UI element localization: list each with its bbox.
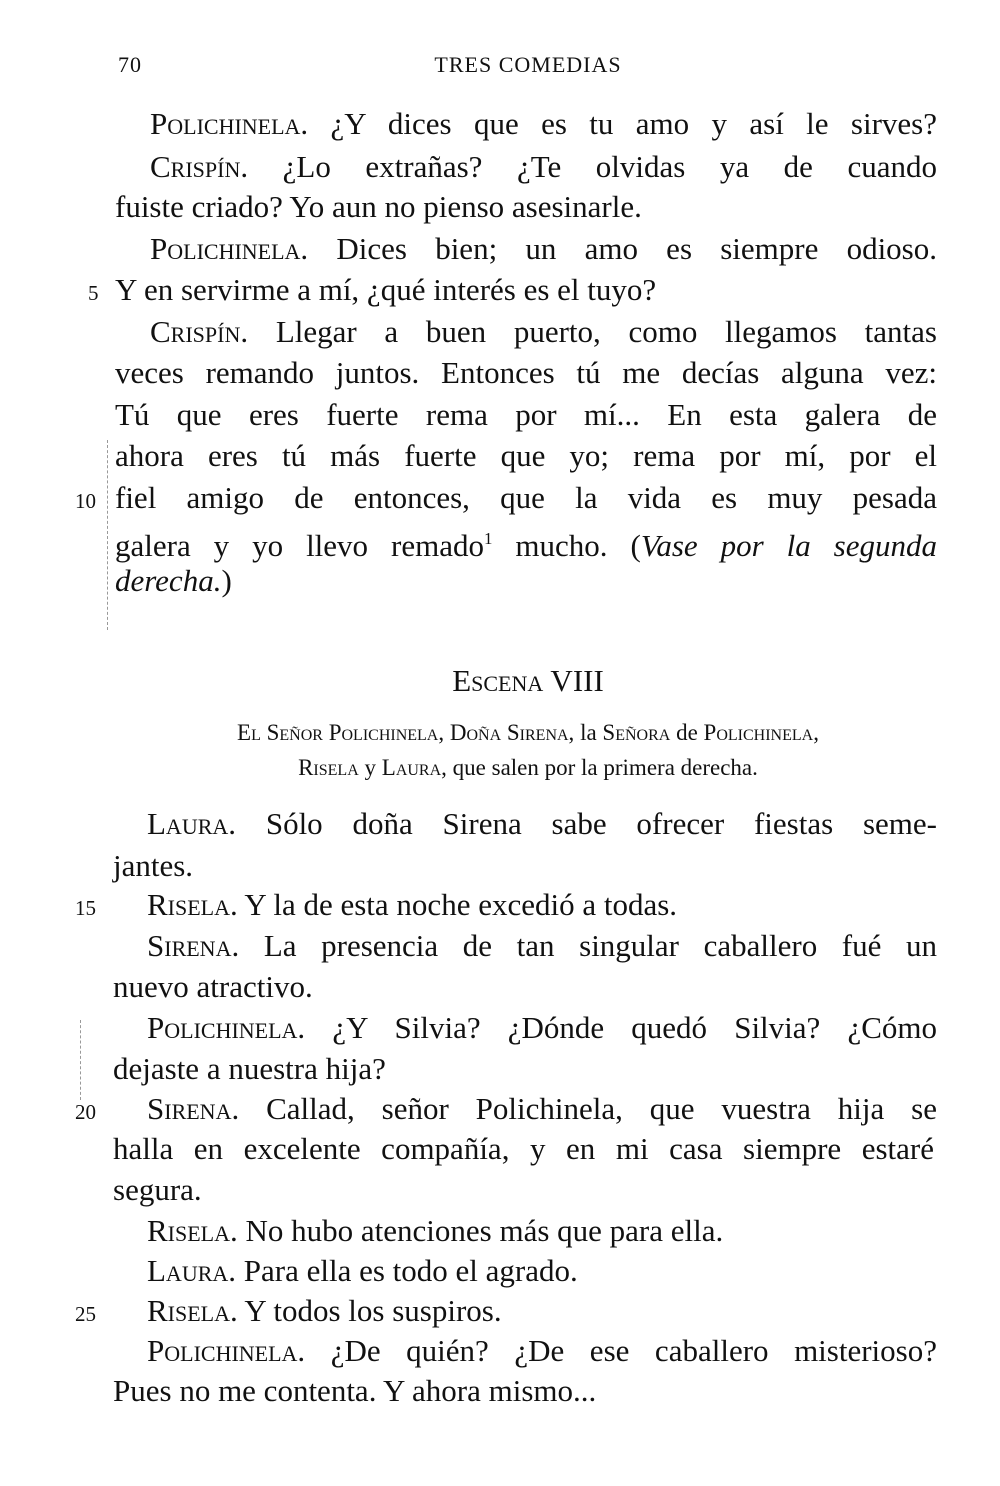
text-span: nuevo atractivo. [113, 969, 313, 1004]
text-span: segura. [113, 1172, 202, 1207]
text-span: veces remando juntos. Entonces tú me decías alguna vez: [115, 355, 937, 390]
speaker-name: Polichinela. [150, 231, 309, 266]
text-line [150, 149, 937, 185]
speaker-name: Polichinela. [147, 1333, 306, 1368]
speaker-name: El Señor Polichinela, Doña Sirena, [237, 720, 575, 745]
text-span: Dices bien; un amo es siempre odioso. [308, 231, 937, 266]
text-span: Llegar a buen puerto, como llegamos tantas [248, 314, 937, 349]
line-number: 15 [75, 896, 96, 920]
speaker-name: Risela [298, 755, 359, 780]
text-line [147, 1091, 937, 1127]
text-span: dejaste a nuestra hija? [113, 1051, 386, 1086]
speaker-name: Crispín. [150, 149, 249, 184]
text-line [150, 106, 937, 142]
text-span: que salen por la primera derecha. [446, 755, 758, 780]
text-line [113, 1051, 934, 1087]
text-span: mucho. ( [492, 528, 641, 563]
text-span: ) [221, 563, 232, 598]
text-span: ahora eres tú más fuerte que yo; rema por mí, por el [115, 438, 937, 473]
speaker-name: Polichinela. [147, 1010, 306, 1045]
line-number: 10 [75, 489, 96, 513]
text-line [115, 480, 937, 516]
text-span: ¿Lo extrañas? ¿Te olvidas ya de cuando [248, 149, 937, 184]
line-number: 5 [88, 281, 99, 305]
cast-list-line-2 [0, 755, 1000, 781]
speaker-name: Polichinela, [703, 720, 819, 745]
text-span: ¿Y Silvia? ¿Dónde quedó Silvia? ¿Cómo [305, 1010, 937, 1045]
text-span: galera y yo llevo remado [115, 528, 484, 563]
speaker-name: Laura, [381, 755, 447, 780]
stage-direction: derecha. [115, 563, 222, 598]
margin-pencil-mark [80, 1020, 81, 1100]
page-number: 70 [118, 52, 142, 77]
text-line [147, 1293, 937, 1329]
text-span: Pues no me contenta. Y ahora mismo... [113, 1373, 597, 1408]
text-line [113, 1172, 934, 1208]
speaker-name: Sirena. [147, 928, 240, 963]
text-line [147, 1213, 937, 1249]
text-span: Callad, señor Polichinela, que vuestra hija se [239, 1091, 937, 1126]
text-span: de [670, 720, 704, 745]
text-span: La presencia de tan singular caballero fué un [239, 928, 937, 963]
text-line [147, 928, 937, 964]
stage-direction: Vase por la segunda [640, 528, 938, 563]
text-span: y [358, 755, 382, 780]
text-span: Y todos los suspiros. [237, 1293, 502, 1328]
speaker-name: Risela. [147, 887, 238, 922]
text-line [115, 438, 937, 474]
text-line [115, 521, 937, 564]
text-span: ¿Y dices que es tu amo y así le sirves? [308, 106, 937, 141]
text-line [150, 314, 937, 350]
text-span: Sólo doña Sirena sabe ofrecer fiestas seme- [236, 806, 937, 841]
text-span: Tú que eres fuerte rema por mí... En esta galera de [115, 397, 937, 432]
text-line [115, 563, 937, 599]
speaker-name: Señora [602, 720, 671, 745]
speaker-name: Risela. [147, 1293, 238, 1328]
text-line [147, 1333, 937, 1369]
line-number: 20 [75, 1100, 96, 1124]
text-span: jantes. [113, 848, 194, 883]
text-line [115, 272, 937, 308]
text-span: ¿De quién? ¿De ese caballero misterioso? [305, 1333, 937, 1368]
text-line [113, 969, 934, 1005]
text-span: Y la de esta noche excedió a todas. [237, 887, 678, 922]
text-span: halla en excelente compañía, y en mi casa siempre estaré [113, 1131, 934, 1166]
text-line [150, 231, 937, 267]
speaker-name: Polichinela. [150, 106, 309, 141]
footnote-ref: 1 [483, 529, 493, 548]
line-number: 25 [75, 1302, 96, 1326]
text-line [115, 397, 937, 433]
speaker-name: Risela. [147, 1213, 238, 1248]
text-line [115, 355, 937, 391]
speaker-name: Crispín. [150, 314, 249, 349]
speaker-name: Laura. [147, 806, 237, 841]
text-line [113, 848, 934, 884]
text-line [147, 1010, 937, 1046]
speaker-name: Laura. [147, 1253, 237, 1288]
text-span: fuiste criado? Yo aun no pienso asesinarle. [115, 189, 642, 224]
text-line [147, 806, 937, 842]
text-span: No hubo atenciones más que para ella. [237, 1213, 724, 1248]
margin-pencil-mark [107, 440, 108, 630]
text-span: fiel amigo de entonces, que la vida es muy pesada [115, 480, 937, 515]
cast-list-line-1 [0, 720, 1000, 746]
speaker-name: Sirena. [147, 1091, 240, 1126]
text-line [147, 1253, 937, 1289]
text-span: la [574, 720, 603, 745]
text-span: Y en servirme a mí, ¿qué interés es el tuyo? [115, 272, 657, 307]
text-line [113, 1373, 934, 1409]
text-line [113, 1131, 934, 1167]
scene-title: Escena VIII [452, 663, 604, 698]
text-span: Para ella es todo el agrado. [236, 1253, 578, 1288]
text-line [147, 887, 937, 923]
text-line [115, 189, 937, 225]
running-title: TRES COMEDIAS [434, 52, 622, 77]
